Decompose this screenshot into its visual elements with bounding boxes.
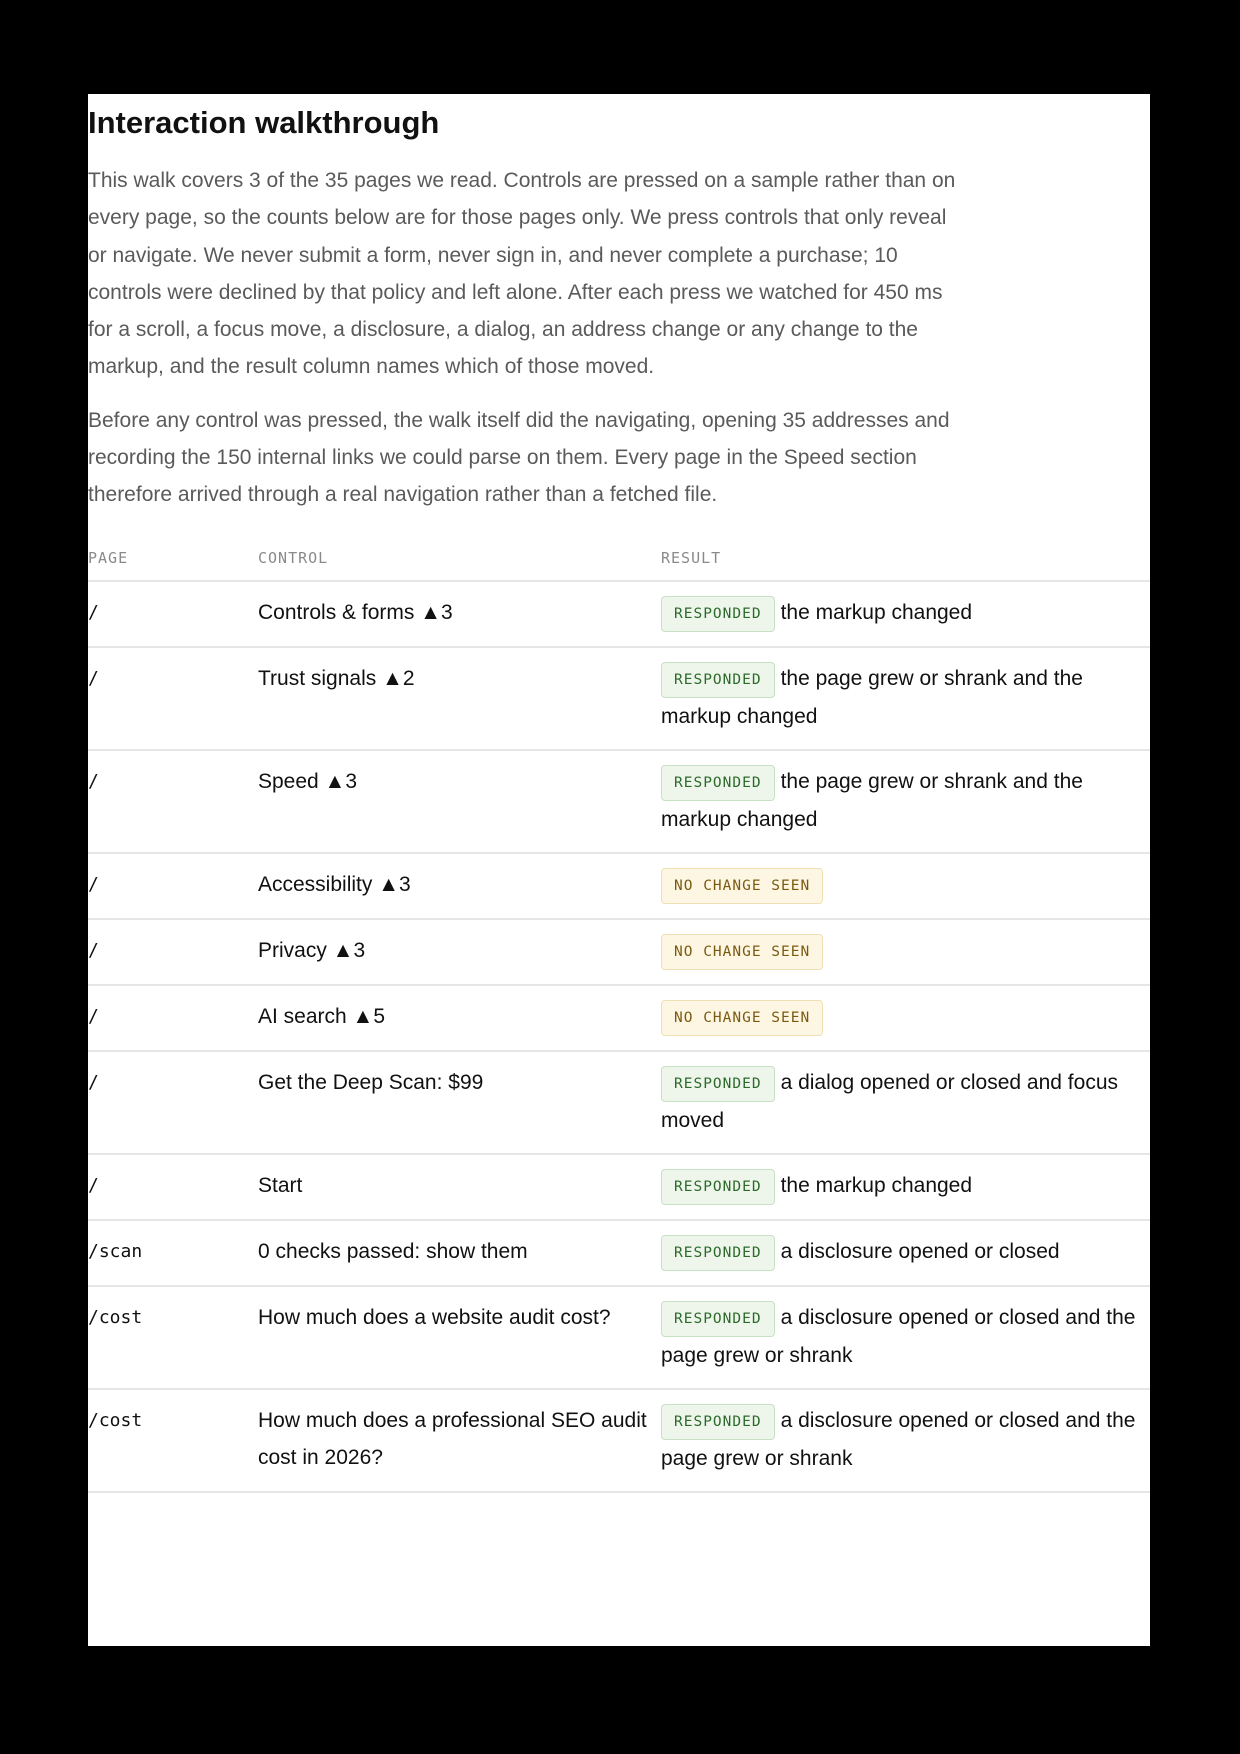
table-row: [88, 985, 1150, 1051]
result-description: a disclosure opened or closed and the page grew or shrank: [661, 1305, 1136, 1367]
page-path-cell: /: [88, 919, 258, 985]
control-label-cell: 0 checks passed: show them: [258, 1220, 661, 1286]
table-row: [88, 919, 1150, 985]
table-row: [88, 1286, 1150, 1389]
table-row: [88, 1154, 1150, 1220]
column-header-result: RESULT: [661, 536, 1150, 581]
result-cell: [661, 853, 1150, 919]
result-description: the markup changed: [780, 1173, 973, 1197]
table-row: [88, 1389, 1150, 1492]
control-label-cell: Accessibility ▲3: [258, 853, 661, 919]
control-label-cell: How much does a professional SEO audit cost in 2026?: [258, 1389, 661, 1492]
no-change-badge: NO CHANGE SEEN: [661, 868, 823, 904]
responded-badge: RESPONDED: [661, 596, 775, 632]
table-header-row: [88, 536, 1150, 581]
control-label-cell: How much does a website audit cost?: [258, 1286, 661, 1389]
page-path-cell: /cost: [88, 1286, 258, 1389]
control-label-cell: Get the Deep Scan: $99: [258, 1051, 661, 1154]
page-path-cell: /: [88, 581, 258, 647]
responded-badge: RESPONDED: [661, 1235, 775, 1271]
page-path-cell: /: [88, 750, 258, 853]
intro-paragraph: This walk covers 3 of the 35 pages we read. Controls are pressed on a sample rather than on every page, so the counts below are for those pages only. We press controls that only reveal or navigate. We never submit a form, never sign in, and never complete a purchase; 10 controls were declined by that policy and left alone. After each press we watched for 450 ms for a scroll, a focus move, a disclosure, a dialog, an address change or any change to the markup, and the result column names which of those moved.: [88, 169, 956, 379]
result-cell: [661, 647, 1150, 750]
result-cell: [661, 985, 1150, 1051]
page-path-cell: /: [88, 853, 258, 919]
page-path-cell: /cost: [88, 1389, 258, 1492]
table-row: [88, 581, 1150, 647]
control-label-cell: Start: [258, 1154, 661, 1220]
result-cell: [661, 1051, 1150, 1154]
result-cell: [661, 1154, 1150, 1220]
page-path-cell: /: [88, 647, 258, 750]
page-path-cell: /: [88, 985, 258, 1051]
page-path-cell: /scan: [88, 1220, 258, 1286]
document-page: [88, 94, 1150, 1646]
responded-badge: RESPONDED: [661, 765, 775, 801]
control-label-cell: Speed ▲3: [258, 750, 661, 853]
column-header-page: PAGE: [88, 536, 258, 581]
result-cell: [661, 919, 1150, 985]
no-change-badge: NO CHANGE SEEN: [661, 934, 823, 970]
result-description: a disclosure opened or closed: [780, 1239, 1060, 1263]
control-label-cell: AI search ▲5: [258, 985, 661, 1051]
walkthrough-table: [88, 536, 1150, 1493]
navigation-paragraph: Before any control was pressed, the walk itself did the navigating, opening 35 addresses and recording the 150 internal links we could parse on them. Every page in the Speed section therefore arrived through a real navigation rather than a fetched file.: [88, 408, 950, 507]
result-description: the markup changed: [780, 600, 973, 624]
control-label-cell: Controls & forms ▲3: [258, 581, 661, 647]
table-row: [88, 750, 1150, 853]
responded-badge: RESPONDED: [661, 1066, 775, 1102]
page-path-cell: /: [88, 1154, 258, 1220]
result-description: a disclosure opened or closed and the page grew or shrank: [661, 1408, 1136, 1470]
table-row: [88, 647, 1150, 750]
result-description: a dialog opened or closed and focus moved: [661, 1070, 1118, 1132]
result-cell: [661, 1286, 1150, 1389]
responded-badge: RESPONDED: [661, 1301, 775, 1337]
result-cell: [661, 1220, 1150, 1286]
result-cell: [661, 1389, 1150, 1492]
table-row: [88, 1051, 1150, 1154]
result-description: the page grew or shrank and the markup changed: [661, 666, 1083, 728]
responded-badge: RESPONDED: [661, 1404, 775, 1440]
control-label-cell: Trust signals ▲2: [258, 647, 661, 750]
result-cell: [661, 750, 1150, 853]
table-row: [88, 1220, 1150, 1286]
responded-badge: RESPONDED: [661, 1169, 775, 1205]
no-change-badge: NO CHANGE SEEN: [661, 1000, 823, 1036]
responded-badge: RESPONDED: [661, 662, 775, 698]
result-description: the page grew or shrank and the markup changed: [661, 769, 1083, 831]
column-header-control: CONTROL: [258, 536, 661, 581]
page-path-cell: /: [88, 1051, 258, 1154]
control-label-cell: Privacy ▲3: [258, 919, 661, 985]
result-cell: [661, 581, 1150, 647]
table-row: [88, 853, 1150, 919]
page-title: Interaction walkthrough: [88, 105, 440, 140]
